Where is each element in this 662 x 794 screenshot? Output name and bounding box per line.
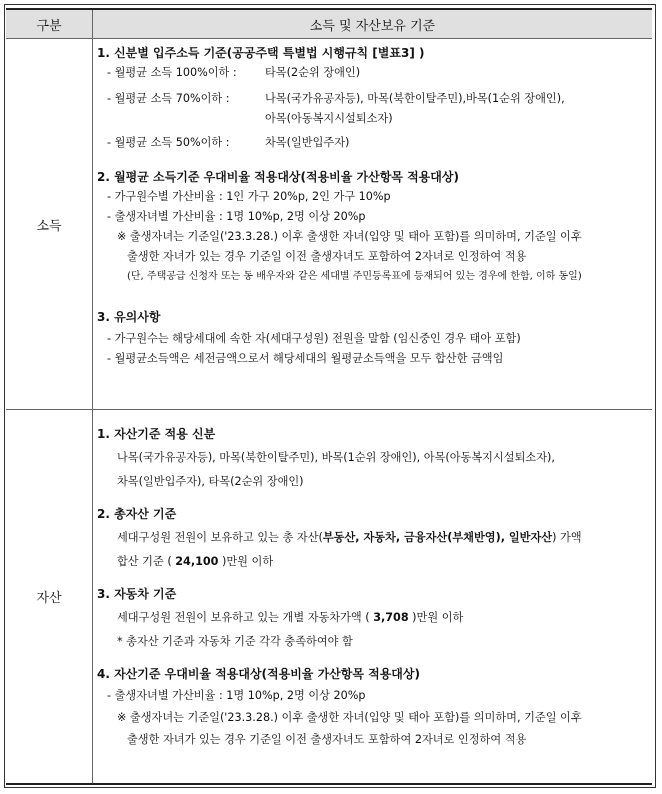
asset-total-text-end: ) 가액 bbox=[552, 531, 582, 544]
asset-section2-title: 2. 총자산 기준 bbox=[97, 507, 177, 521]
asset-car-prefix: 세대구성원 전원이 보유하고 있는 개별 자동차가액 ( bbox=[117, 611, 374, 624]
income-children-bonus: - 출생자녀별 가산비율 : 1명 10%p, 2명 이상 20%p bbox=[107, 210, 366, 223]
asset-total-amount: 24,100 bbox=[175, 555, 219, 568]
income-caution-line2: - 월평균소득액은 세전금액으로서 해당세대의 월평균소득액을 모두 합산한 금액임 bbox=[107, 352, 504, 365]
asset-children-bonus: - 출생자녀별 가산비율 : 1명 10%p, 2명 이상 20%p bbox=[107, 689, 366, 702]
asset-section4-title: 4. 자산기준 우대비율 적용대상(적용비율 가산항목 적용대상) bbox=[97, 667, 420, 681]
asset-section3-title: 3. 자동차 기준 bbox=[97, 587, 177, 601]
income-rule-value: 나목(국가유공자등), 마목(북한이탈주민),바목(1순위 장애인), bbox=[265, 92, 565, 105]
asset-total-items: 부동산, 자동차, 금융자산(부채반영), 일반자산 bbox=[322, 531, 553, 544]
income-caution-line1: - 가구원수는 해당세대에 속한 자(세대구성원) 전원을 말함 (임신중인 경우 태아 포함) bbox=[107, 332, 521, 345]
asset-note-line1: ※ 출생자녀는 기준일('23.3.28.) 이후 출생한 자녀(입양 및 태아 포함)를 의미하며, 기준일 이후 bbox=[117, 711, 582, 724]
asset-content bbox=[93, 410, 653, 785]
income-rule-label: - 월평균 소득 100%이하 : bbox=[107, 66, 237, 79]
income-content bbox=[93, 39, 653, 410]
income-household-bonus: - 가구원수별 가산비율 : 1인 가구 20%p, 2인 가구 10%p bbox=[107, 190, 391, 203]
income-section2-title: 2. 월평균 소득기준 우대비율 적용대상(적용비율 가산항목 적용대상) bbox=[97, 170, 459, 184]
income-note-line1: ※ 출생자녀는 기준일('23.3.28.) 이후 출생한 자녀(입양 및 태아 포함)를 의미하며, 기준일 이후 bbox=[117, 230, 582, 243]
asset-eligible-line1: 나목(국가유공자등), 마목(북한이탈주민), 바목(1순위 장애인), 아목(아동복지시설퇴소자), bbox=[117, 451, 555, 464]
income-label: 소득 bbox=[6, 39, 93, 410]
income-rule-value: 아목(아동복지시설퇴소자) bbox=[265, 112, 393, 125]
income-rule-value: 차목(일반입주자) bbox=[265, 136, 350, 149]
asset-car-amount: 3,708 bbox=[373, 611, 409, 624]
asset-total-prefix: 합산 기준 ( bbox=[117, 555, 176, 568]
income-rule-row bbox=[97, 89, 652, 109]
asset-row bbox=[6, 410, 652, 785]
asset-total-suffix: )만원 이하 bbox=[218, 555, 274, 568]
criteria-table bbox=[6, 8, 652, 785]
asset-total-line1 bbox=[97, 528, 652, 548]
income-rule-label: - 월평균 소득 50%이하 : bbox=[107, 136, 230, 149]
income-rule-row bbox=[97, 133, 652, 153]
income-rule-row bbox=[97, 63, 652, 83]
asset-eligible-line2: 차목(일반입주자), 타목(2순위 장애인) bbox=[117, 475, 304, 488]
income-rule-label bbox=[107, 109, 265, 129]
asset-total-text: 세대구성원 전원이 보유하고 있는 총 자산( bbox=[117, 531, 323, 544]
income-rule-row bbox=[97, 109, 652, 129]
income-rule-label: - 월평균 소득 70%이하 : bbox=[107, 92, 230, 105]
asset-car-note: * 총자산 기준과 자동차 기준 각각 충족하여야 함 bbox=[117, 635, 353, 648]
income-section3-title: 3. 유의사항 bbox=[97, 310, 161, 324]
asset-car-suffix: )만원 이하 bbox=[408, 611, 464, 624]
asset-label: 자산 bbox=[6, 410, 93, 785]
income-note-line3: (단, 주택공급 신청자 또는 동 배우자와 같은 세대별 주민등록표에 등재되어 있는 경우에 한함, 이하 동일) bbox=[127, 271, 582, 282]
income-note-line2: 출생한 자녀가 있는 경우 기준일 이전 출생자녀도 포함하여 2자녀로 인정하여 적용 bbox=[127, 250, 527, 263]
table-header-row bbox=[6, 9, 652, 39]
income-section1-title: 1. 신분별 입주소득 기준(공공주택 특별법 시행규칙 [별표3] ) bbox=[97, 46, 425, 60]
asset-car-line bbox=[97, 608, 652, 628]
asset-section1-title: 1. 자산기준 적용 신분 bbox=[97, 427, 216, 441]
income-rule-value: 타목(2순위 장애인) bbox=[265, 66, 361, 79]
income-row bbox=[6, 39, 652, 410]
asset-total-line2 bbox=[97, 552, 652, 572]
header-criteria: 소득 및 자산보유 기준 bbox=[93, 9, 653, 39]
asset-note-line2: 출생한 자녀가 있는 경우 기준일 이전 출생자녀도 포함하여 2자녀로 인정하여 적용 bbox=[127, 733, 527, 746]
header-category: 구분 bbox=[6, 9, 93, 39]
